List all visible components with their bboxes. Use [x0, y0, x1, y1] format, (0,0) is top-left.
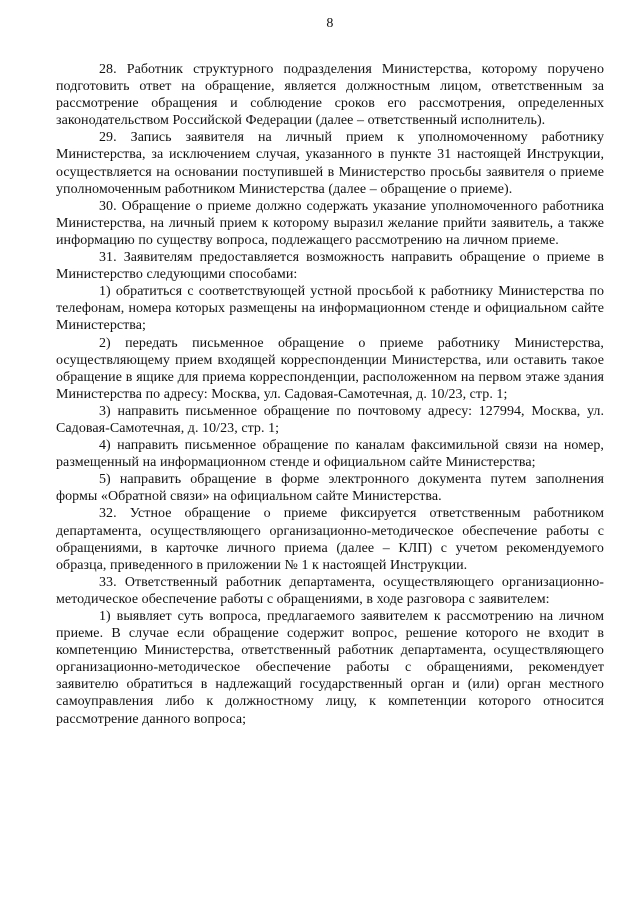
page-number: 8: [326, 16, 334, 31]
paragraph-31-item-5: 5) направить обращение в форме электронного документа путем заполнения формы «Обратной связи» на официальном сайте Министерства.: [56, 472, 604, 505]
paragraph-30: 30. Обращение о приеме должно содержать указание уполномоченного работника Министерства, на личный прием к которому выразил желание прийти заявитель, а также информацию по существу вопроса, подлежащего рассмотрению на личном приеме.: [56, 198, 604, 248]
paragraph-29: 29. Запись заявителя на личный прием к уполномоченному работнику Министерства, за исключением случая, указанного в пункте 31 настоящей Инструкции, осуществляется на основании поступившей в Министерство просьбы заявителя о приеме уполномоченным работником Министерства (далее – обращение о приеме).: [56, 130, 604, 197]
paragraph-32: 32. Устное обращение о приеме фиксируется ответственным работником департамента, осуществляющего организационно-методическое обеспечение работы с обращениями, в карточке личного приема (далее – КЛП) с учетом рекомендуемого образца, приведенного в приложении № 1 к настоящей Инструкции.: [56, 506, 604, 573]
document-page: [56, 0, 604, 905]
paragraph-31-item-2: 2) передать письменное обращение о приеме работнику Министерства, осуществляющему прием входящей корреспонденции Министерства, или оставить такое обращение в ящике для приема корреспонденции, расположенном на первом этаже здания Министерства по адресу: Москва, ул. Садовая-Самотечная, д. 10/23, стр. 1;: [56, 335, 604, 402]
paragraph-28: 28. Работник структурного подразделения Министерства, которому поручено подготовить ответ на обращение, является должностным лицом, ответственным за рассмотрение обращения и соблюдение сроков его рассмотрения, определенных законодательством Российской Федерации (далее – ответственный исполнитель).: [56, 62, 604, 129]
paragraph-33-item-1: 1) выявляет суть вопроса, предлагаемого заявителем к рассмотрению на личном приеме. В случае если обращение содержит вопрос, решение которого не входит в компетенцию Министерства, ответственный работник департамента, осуществляющего организационно-методическое обеспечение работы с обращениями, рекомендует заявителю обратиться в надлежащий государственный орган и (или) орган местного самоуправления либо к должностному лицу, к компетенции которого относится рассмотрение данного вопроса;: [56, 609, 604, 727]
document-body: [56, 61, 604, 728]
paragraph-31-item-4: 4) направить письменное обращение по каналам факсимильной связи на номер, размещенный на информационном стенде и официальном сайте Министерства;: [56, 438, 604, 471]
paragraph-31: 31. Заявителям предоставляется возможность направить обращение о приеме в Министерство следующими способами:: [56, 250, 604, 283]
paragraph-33: 33. Ответственный работник департамента, осуществляющего организационно-методическое обеспечение работы с обращениями, в ходе разговора с заявителем:: [56, 574, 604, 607]
paragraph-31-item-1: 1) обратиться с соответствующей устной просьбой к работнику Министерства по телефонам, номера которых размещены на информационном стенде и официальном сайте Министерства;: [56, 284, 604, 334]
paragraph-31-item-3: 3) направить письменное обращение по почтовому адресу: 127994, Москва, ул. Садовая-Самотечная, д. 10/23, стр. 1;: [56, 403, 604, 436]
